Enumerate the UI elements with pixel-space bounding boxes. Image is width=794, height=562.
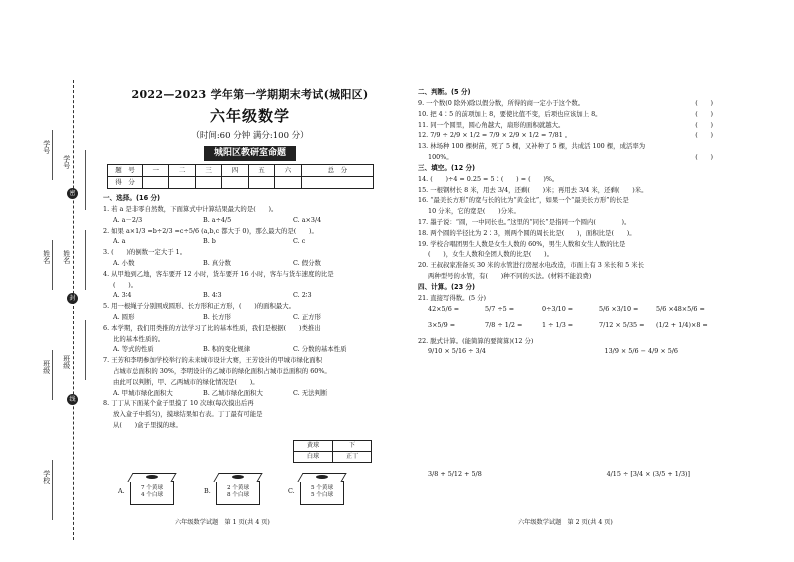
oral-item: 1 ÷ 1/3 =: [542, 320, 574, 329]
answer-paren[interactable]: ( ): [695, 153, 713, 162]
question-7-cont: 占城市总面积的 30%，李明设计的乙城市的绿化面积占城市总面积的 60%。: [113, 366, 331, 375]
binding-margin: [40, 80, 102, 540]
option-c: C. 2∶3: [293, 291, 312, 300]
label-school: 学校: [42, 470, 51, 484]
page-1-footer: 六年级数学试题 第 1 页(共 4 页): [175, 519, 270, 526]
fill-20: 20. 王叔叔家准备买 30 米的水管进行房屋水电改造，市面上有 3 米长和 5 米长: [418, 261, 644, 270]
box-b: [216, 481, 260, 505]
question-5-options: [103, 313, 383, 321]
option-a: A. 甲城市绿化面积大: [113, 388, 173, 397]
question-3-options: [103, 259, 383, 267]
question-7: 7. 王芳和李明参加学校举行的未来城市设计大赛，王芳设计的甲城市绿化面积: [103, 356, 323, 365]
judge-11: [418, 121, 713, 129]
answer-paren[interactable]: ( ): [695, 131, 713, 140]
fill-18: 18. 两个圆的半径比为 2∶3，则两个圆的周长比是( )，面积比是( )。: [418, 228, 636, 237]
calc-row-1: [418, 347, 678, 355]
question-1: 1. 若 a 是非零自然数，下面算式中计算结果最大的是( )。: [103, 205, 278, 214]
tally-mark: 正丅: [333, 451, 372, 462]
seal-circle-2: 封: [67, 293, 78, 304]
score-table-score-row: [108, 177, 374, 189]
score-cell[interactable]: [143, 177, 169, 189]
page-2-footer: 六年级数学试题 第 2 页(共 4 页): [518, 519, 613, 526]
box-hole: [232, 475, 244, 479]
score-row-label: 得 分: [108, 177, 143, 189]
box-c-line2: 5 个白球: [310, 491, 334, 498]
right-column: [418, 88, 713, 355]
judge-9: [418, 99, 713, 107]
question-4-options: [103, 291, 383, 299]
seal-circle-1: 密: [67, 188, 78, 199]
oral-item: 7/12 × 5/35 =: [599, 320, 645, 329]
time-and-score: （时间:60 分钟 满分:100 分）: [191, 130, 309, 141]
question-6-cont: 比的基本性质的。: [113, 334, 165, 343]
score-cell[interactable]: [301, 177, 373, 189]
calc-item: 4/15 ÷ [3/4 × (3/5 + 1/3)]: [606, 470, 690, 478]
fill-20-cont: 两种型号的水管，有( )种不同的买法。(材料不能浪费): [428, 272, 592, 281]
tally-table: [293, 440, 372, 463]
box-a-line1: 7 个黄球: [140, 485, 164, 491]
question-1-options: [103, 216, 383, 224]
answer-paren[interactable]: ( ): [695, 99, 713, 108]
box-a-line2: 4 个白球: [140, 491, 164, 498]
score-header-cell: 四: [222, 165, 248, 177]
question-4-cont: ( )。: [113, 280, 138, 289]
exam-title: 2022—2023 学年第一学期期末考试(城阳区): [131, 88, 369, 101]
oral-row-1: [418, 305, 713, 313]
option-c: C. a×3/4: [293, 215, 322, 224]
oral-item: 0÷3/10 =: [542, 304, 574, 313]
option-a: A. a－2/3: [113, 215, 143, 224]
question-2-options: [103, 237, 383, 245]
box-c: [300, 481, 344, 505]
score-cell[interactable]: [195, 177, 221, 189]
tally-row: [294, 441, 372, 452]
option-a: A. 等式的性质: [113, 345, 154, 354]
calc-row-2: [428, 470, 690, 478]
option-c: C. 分数的基本性质: [293, 345, 347, 354]
fill-19: 19. 学校合唱团男生人数是女生人数的 60%，男生人数和女生人数的比是: [418, 239, 626, 248]
box-b-line2: 8 个白球: [226, 491, 250, 498]
section-choice-title: 一、选择。(16 分): [103, 194, 161, 202]
calc-item: 3/8 + 5/12 + 5/8: [428, 470, 482, 478]
judge-12: [418, 131, 713, 139]
judge-9-text: 9. 一个数(0 除外)除以假分数，所得的商一定小于这个数。: [418, 99, 585, 108]
option-c: C. 无法判断: [293, 388, 328, 397]
fill-19-cont: ( )，女生人数和全团人数的比是( )。: [428, 250, 554, 259]
outer-blank-4: [52, 460, 53, 520]
score-cell[interactable]: [248, 177, 274, 189]
question-8: 8. 丁丁从下面某个盒子里摸了 10 次球(每次摸出后再: [103, 399, 254, 408]
fill-14: 14. ( )÷4 = 0.25 = 5∶( ) = ( )%。: [418, 174, 559, 183]
blank-class: [85, 320, 86, 380]
score-header-cell: 六: [275, 165, 301, 177]
score-header-cell: 五: [248, 165, 274, 177]
box-b-line1: 2 个黄球: [226, 485, 250, 491]
oral-item: 5/6 ×48×5/6 =: [656, 304, 705, 313]
subject-title: 六年级数学: [209, 106, 290, 125]
judge-11-text: 11. 同一个圆里，圆心角越大，扇形的面积就越大。: [418, 120, 565, 129]
section-judge-title: 二、判断。(5 分): [418, 88, 471, 96]
box-c-option: C.: [288, 487, 295, 495]
box-c-line1: 5 个黄球: [310, 485, 334, 491]
score-cell[interactable]: [222, 177, 248, 189]
answer-paren[interactable]: ( ): [695, 109, 713, 118]
oral-item: 3×5/9 =: [428, 320, 456, 329]
blank-student-number: [85, 150, 86, 210]
judge-13-text: 100%。: [428, 153, 453, 162]
score-header-cell: 总 分: [301, 165, 373, 177]
outer-blank-2: [52, 240, 53, 290]
label-name: 姓名: [62, 250, 71, 264]
fill-16: 16. “最美长方形”的宽与长的比为“黄金比”，如果一个“最美长方形”的长是: [418, 196, 629, 205]
label-student-number: 学号: [62, 155, 71, 169]
question-5: 5. 用一根绳子分别围成圆形、长方形和正方形，( )的面积最大。: [103, 302, 296, 311]
seal-line: [73, 80, 74, 540]
oral-item: (1/2 + 1/4)×8 =: [656, 320, 708, 329]
exam-header: [115, 88, 385, 161]
question-8-cont2: 从( )盒子里摸的球。: [113, 420, 182, 429]
score-cell[interactable]: [169, 177, 195, 189]
oral-item: 42×5/6 =: [428, 304, 460, 313]
outer-blank-3: [52, 350, 53, 400]
question-8-cont: 放入盒子中摇匀)，摸球结果如右表。丁丁最有可能是: [113, 410, 263, 419]
tally-mark: 下: [333, 441, 372, 452]
judge-12-text: 12. 7/9 ÷ 2/9 × 1/2 = 7/9 × 2/9 × 1/2 = 7/81 。: [418, 131, 572, 140]
question-7-options: [103, 389, 383, 397]
seal-circle-3: 线: [67, 394, 78, 405]
label-class: 班级: [62, 355, 71, 369]
score-cell[interactable]: [275, 177, 301, 189]
question-6-options: [103, 345, 383, 353]
score-header-cell: 三: [195, 165, 221, 177]
option-c: C. 正方形: [293, 313, 321, 321]
outer-blank-1: [52, 130, 53, 180]
fill-17: 17. 墨子说：“圆，一中同长也。”这里的“同长”是指同一个圆内( )。: [418, 218, 631, 227]
tally-label: 白球: [294, 451, 333, 462]
blank-name: [85, 230, 86, 290]
question-4: 4. 从甲地到乙地，客车要开 12 小时，货车要开 16 小时，客车与货车速度的比是: [103, 269, 334, 278]
box-b-option: B.: [204, 487, 211, 495]
option-b: B. 积的变化规律: [203, 345, 251, 354]
calc-21: 21. 直接写得数。(5 分): [418, 293, 487, 302]
oral-item: 5/6 ×3/10 =: [599, 304, 639, 313]
fill-15: 15. 一根钢材长 8 米，用去 3/4，还剩( )米；再用去 3/4 米，还剩( )米。: [418, 185, 648, 194]
option-b: B. 真分数: [203, 259, 231, 268]
calc-item: 9/10 × 5/16 ÷ 3/4: [428, 347, 486, 356]
judge-10-text: 10. 把 4∶5 的前项加上 8，要使比值不变，后项也应该加上 8。: [418, 109, 602, 118]
option-a: A. 小数: [113, 259, 135, 268]
option-b: B. a÷4/5: [203, 215, 232, 224]
oral-row-2: [418, 321, 713, 329]
calc-item: 13/9 × 5/6 − 4/9 × 5/6: [604, 347, 678, 356]
option-b: B. 长方形: [203, 313, 231, 321]
section-fill-title: 三、填空。(12 分): [418, 163, 476, 172]
calc-22: 22. 脱式计算。(能简算的要简算)(12 分): [418, 336, 534, 345]
score-header-cell: 一: [143, 165, 169, 177]
judge-13-cont: [418, 153, 713, 161]
option-c: C. c: [293, 237, 306, 246]
label-outer-student-number: 学号: [42, 140, 51, 154]
left-column: [103, 194, 383, 432]
judge-13: 13. 林场种 100 棵树苗，死了 5 棵，又补种了 5 棵，共成活 100 棵，成活率为: [418, 142, 646, 151]
fill-16-cont: 10 分米，它的宽是( )分米。: [428, 207, 520, 216]
oral-item: 5/7 ÷5 =: [485, 304, 515, 313]
answer-paren[interactable]: ( ): [695, 120, 713, 129]
score-table: [107, 164, 374, 189]
question-2: 2. 如果 a×1/3 =b÷2/3 =c÷5/6 (a,b,c 都大于 0)，那么最大的是( )。: [103, 226, 318, 235]
oral-item: 7/8 ÷ 1/2 =: [485, 320, 523, 329]
section-calc-title: 四、计算。(23 分): [418, 282, 476, 291]
option-a: A. a: [113, 237, 126, 246]
setter-badge: 城阳区教研室命题: [204, 146, 296, 161]
option-b: B. 4∶3: [203, 291, 222, 300]
option-a: A. 圆形: [113, 313, 135, 321]
box-a-option: A.: [118, 487, 125, 495]
question-3: 3. ( )的倒数一定大于 1。: [103, 248, 187, 257]
tally-label: 黄球: [294, 441, 333, 452]
question-6: 6. 本学期，我们用类推的方法学习了比的基本性质，我们是根据( )类推出: [103, 323, 321, 332]
box-a: [130, 481, 174, 505]
label-outer-name: 姓名: [42, 250, 51, 264]
box-hole: [146, 475, 158, 479]
option-b: B. 乙城市绿化面积大: [203, 388, 263, 397]
option-a: A. 3∶4: [113, 291, 132, 300]
tally-row: [294, 451, 372, 462]
box-hole: [316, 475, 328, 479]
score-header-cell: 题 号: [108, 165, 143, 177]
option-c: C. 假分数: [293, 259, 321, 268]
score-table-header-row: [108, 165, 374, 177]
score-header-cell: 二: [169, 165, 195, 177]
judge-10: [418, 110, 713, 118]
question-7-cont2: 由此可以判断，甲、乙两城市的绿化情况是( )。: [113, 377, 259, 386]
option-b: B. b: [203, 237, 216, 246]
label-outer-class: 班级: [42, 360, 51, 374]
